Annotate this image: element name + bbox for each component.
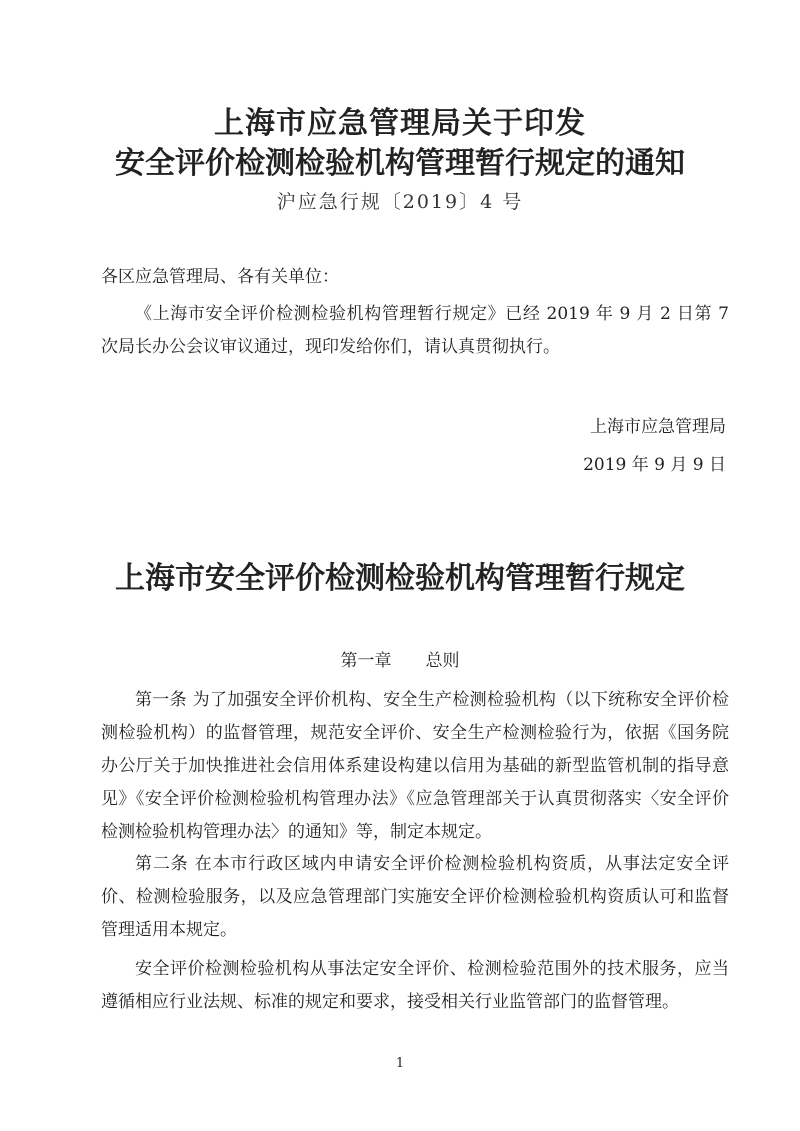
regulation-title: 上海市安全评价检测检验机构管理暂行规定 [115, 561, 685, 596]
notice-title-line2: 安全评价检测检验机构管理暂行规定的通知 [115, 146, 685, 181]
issuer-name: 上海市应急管理局 [590, 417, 726, 437]
notice-title-line1: 上海市应急管理局关于印发 [214, 106, 586, 141]
article-2-paragraph-2: 安全评价检测检验机构从事法定安全评价、检测检验范围外的技术服务，应当遵循相应行业法规、标准的规定和要求，接受相关行业监管部门的监督管理。 [101, 959, 729, 1012]
chapter-heading: 第一章 总则 [340, 651, 460, 671]
article-2: 第二条 在本市行政区域内申请安全评价检测检验机构资质，从事法定安全评价、检测检验服务，以及应急管理部门实施安全评价检测检验机构资质认可和监督管理适用本规定。 [101, 854, 729, 940]
notice-body: 《上海市安全评价检测检验机构管理暂行规定》已经 2019 年 9 月 2 日第 7 次局长办公会议审议通过，现印发给你们，请认真贯彻执行。 [101, 304, 729, 357]
article-1: 第一条 为了加强安全评价机构、安全生产检测检验机构（以下统称安全评价检测检验机构）的监督管理，规范安全评价、安全生产检测检验行为，依据《国务院办公厅关于加快推进社会信用体系建设构建以信用为基础的新型监管机制的指导意见》《安全评价检测检验机构管理办法》《应急管理部关于认真贯彻落实〈安全评价检测检验机构管理办法〉的通知》等，制定本规定。 [101, 690, 729, 842]
document-number: 沪应急行规〔2019〕4 号 [276, 191, 524, 213]
recipients-line: 各区应急管理局、各有关单位： [101, 267, 339, 287]
page-number: 1 [395, 1056, 405, 1071]
issue-date: 2019 年 9 月 9 日 [583, 455, 726, 475]
